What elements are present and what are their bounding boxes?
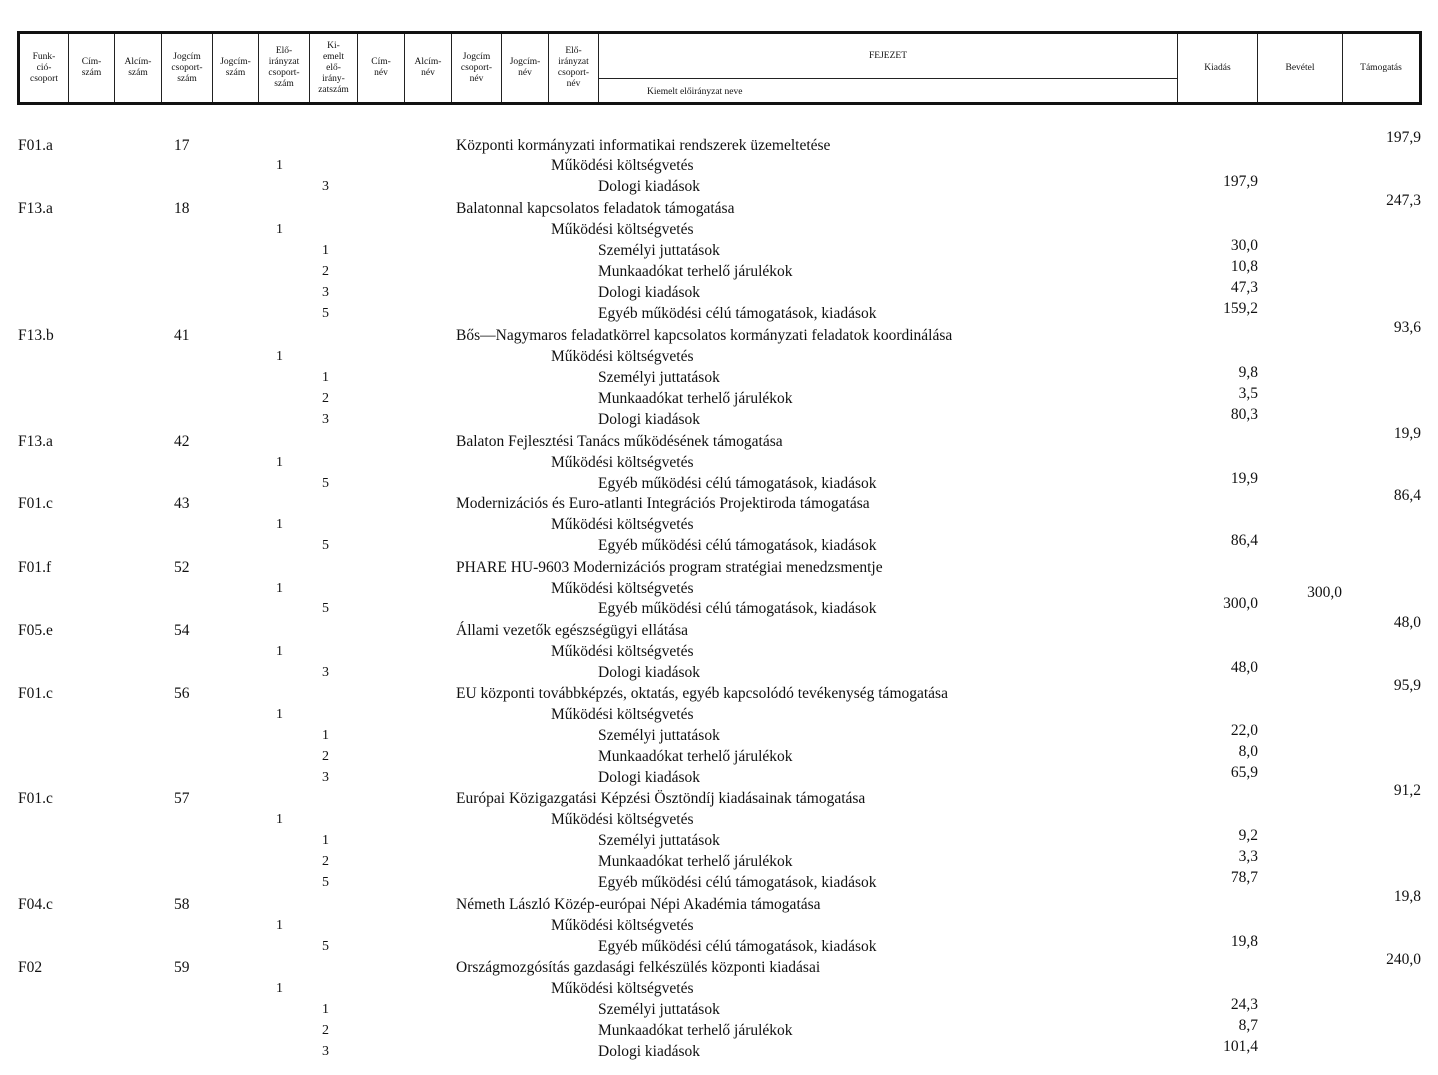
kiemelt-eloiranyzat-number: 5 (322, 601, 329, 616)
tamogatas-value: 91,2 (1393, 782, 1421, 799)
jogcim-csoport-number: 54 (174, 622, 190, 639)
col-funkcio-csoport: Funk- ció- csoport (20, 34, 69, 102)
col-alcim-szam: Alcím- szám (115, 34, 162, 102)
kiemelt-eloiranyzat-number: 3 (322, 665, 329, 680)
kiadas-value: 19,8 (1230, 933, 1258, 950)
table-row (0, 677, 1438, 704)
kiemelt-eloiranyzat-name: Személyi juttatások (598, 727, 720, 744)
col-kiemelt-eloiranyzat-szam: Ki- emelt elő- irány- zatszám (310, 34, 358, 102)
eloiranyzat-csoport-number: 1 (276, 517, 283, 532)
kiemelt-eloiranyzat-name: Egyéb működési célú támogatások, kiadások (598, 475, 877, 492)
kiemelt-eloiranyzat-number: 1 (322, 243, 329, 258)
tamogatas-value: 247,3 (1386, 192, 1421, 209)
kiemelt-eloiranyzat-nev-label: Kiemelt előirányzat neve (647, 87, 743, 97)
table-row (0, 470, 1438, 494)
funkcio-csoport-code: F13.b (18, 327, 54, 344)
jogcim-csoport-name: Balatonnal kapcsolatos feladatok támogatása (456, 200, 735, 217)
tamogatas-value: 86,4 (1393, 487, 1421, 504)
table-row (0, 258, 1438, 282)
kiadas-value: 101,4 (1223, 1038, 1258, 1055)
jogcim-csoport-name: PHARE HU-9603 Modernizációs program stratégiai menedzsmentje (456, 559, 883, 576)
table-row (0, 782, 1438, 809)
col-alcim-nev: Alcím- név (405, 34, 452, 102)
table-row (0, 848, 1438, 872)
funkcio-csoport-code: F05.e (18, 622, 53, 639)
kiadas-value: 47,3 (1230, 279, 1258, 296)
table-row (0, 514, 1438, 535)
table-row (0, 659, 1438, 683)
eloiranyzat-csoport-name: Működési költségvetés (551, 348, 694, 365)
eloiranyzat-csoport-number: 1 (276, 158, 283, 173)
table-row (0, 532, 1438, 556)
kiemelt-eloiranyzat-number: 1 (322, 833, 329, 848)
table-row (0, 933, 1438, 957)
eloiranyzat-csoport-number: 1 (276, 581, 283, 596)
kiemelt-eloiranyzat-name: Egyéb működési célú támogatások, kiadások (598, 537, 877, 554)
eloiranyzat-csoport-name: Működési költségvetés (551, 516, 694, 533)
eloiranyzat-csoport-name: Működési költségvetés (551, 221, 694, 238)
kiemelt-eloiranyzat-name: Munkaadókat terhelő járulékok (598, 748, 793, 765)
kiemelt-eloiranyzat-name: Munkaadókat terhelő járulékok (598, 390, 793, 407)
table-row (0, 743, 1438, 767)
col-jogcim-csoport-nev: Jogcím csoport- név (452, 34, 502, 102)
jogcim-csoport-number: 52 (174, 559, 190, 576)
table-row (0, 425, 1438, 452)
table-row (0, 614, 1438, 641)
kiemelt-eloiranyzat-name: Egyéb működési célú támogatások, kiadások (598, 600, 877, 617)
kiemelt-eloiranyzat-name: Személyi juttatások (598, 369, 720, 386)
kiadas-value: 3,3 (1238, 848, 1258, 865)
table-row (0, 869, 1438, 893)
kiemelt-eloiranyzat-name: Személyi juttatások (598, 1001, 720, 1018)
kiemelt-eloiranyzat-number: 2 (322, 854, 329, 869)
kiemelt-eloiranyzat-name: Egyéb működési célú támogatások, kiadások (598, 938, 877, 955)
tamogatas-value: 48,0 (1393, 614, 1421, 631)
table-row (0, 406, 1438, 430)
kiadas-value: 65,9 (1230, 764, 1258, 781)
jogcim-csoport-name: Modernizációs és Euro-atlanti Integrációs Projektiroda támogatása (456, 495, 870, 512)
kiemelt-eloiranyzat-number: 1 (322, 1002, 329, 1017)
jogcim-csoport-number: 17 (174, 137, 190, 154)
table-row (0, 219, 1438, 240)
kiemelt-eloiranyzat-name: Egyéb működési célú támogatások, kiadások (598, 305, 877, 322)
jogcim-csoport-name: EU központi továbbképzés, oktatás, egyéb kapcsolódó tevékenység támogatása (456, 685, 948, 702)
kiemelt-eloiranyzat-name: Dologi kiadások (598, 284, 701, 301)
jogcim-csoport-name: Németh László Közép-európai Népi Akadémia támogatása (456, 896, 821, 913)
kiemelt-eloiranyzat-name: Egyéb működési célú támogatások, kiadások (598, 874, 877, 891)
kiemelt-eloiranyzat-name: Dologi kiadások (598, 664, 701, 681)
kiadas-value: 86,4 (1230, 532, 1258, 549)
table-row (0, 641, 1438, 662)
jogcim-csoport-number: 59 (174, 959, 190, 976)
kiadas-value: 22,0 (1230, 722, 1258, 739)
jogcim-csoport-number: 41 (174, 327, 190, 344)
table-row (0, 346, 1438, 367)
jogcim-csoport-number: 58 (174, 896, 190, 913)
fejezet-label: FEJEZET (599, 34, 1177, 79)
eloiranyzat-csoport-name: Működési költségvetés (551, 580, 694, 597)
kiemelt-eloiranyzat-number: 2 (322, 749, 329, 764)
kiadas-value: 30,0 (1230, 237, 1258, 254)
funkcio-csoport-code: F01.c (18, 790, 53, 807)
funkcio-csoport-code: F01.f (18, 559, 52, 576)
kiadas-value: 300,0 (1223, 595, 1258, 612)
col-kiadas: Kiadás (1178, 34, 1258, 102)
kiemelt-eloiranyzat-number: 5 (322, 306, 329, 321)
funkcio-csoport-code: F02 (18, 959, 43, 976)
eloiranyzat-csoport-number: 1 (276, 707, 283, 722)
col-eloiranyzat-csoport-szam: Elő- irányzat csoport- szám (259, 34, 310, 102)
table-row (0, 319, 1438, 346)
table-row (0, 192, 1438, 219)
funkcio-csoport-code: F04.c (18, 896, 53, 913)
eloiranyzat-csoport-name: Működési költségvetés (551, 811, 694, 828)
jogcim-csoport-name: Európai Közigazgatási Képzési Ösztöndíj kiadásainak támogatása (456, 790, 866, 807)
eloiranyzat-csoport-name: Működési költségvetés (551, 980, 694, 997)
col-tamogatas: Támogatás (1360, 63, 1402, 73)
eloiranyzat-csoport-number: 1 (276, 222, 283, 237)
jogcim-csoport-number: 42 (174, 433, 190, 450)
kiadas-value: 78,7 (1230, 869, 1258, 886)
table-row (0, 704, 1438, 725)
kiemelt-eloiranyzat-number: 1 (322, 370, 329, 385)
bevetel-value: 300,0 (1307, 584, 1342, 601)
kiadas-value: 19,9 (1230, 470, 1258, 487)
kiemelt-eloiranyzat-number: 2 (322, 391, 329, 406)
kiadas-value: 9,8 (1238, 364, 1258, 381)
kiemelt-eloiranyzat-number: 3 (322, 179, 329, 194)
table-row (0, 951, 1438, 978)
kiadas-value: 8,7 (1238, 1017, 1258, 1034)
col-eloiranyzat-csoport-nev: Elő- irányzat csoport- név (549, 34, 599, 102)
eloiranyzat-csoport-name: Működési költségvetés (551, 454, 694, 471)
kiemelt-eloiranyzat-number: 5 (322, 476, 329, 491)
eloiranyzat-csoport-number: 1 (276, 981, 283, 996)
jogcim-csoport-number: 43 (174, 495, 190, 512)
jogcim-csoport-name: Országmozgósítás gazdasági felkészülés központi kiadásai (456, 959, 821, 976)
kiadas-value: 3,5 (1238, 385, 1258, 402)
table-row (0, 385, 1438, 409)
col-jogcim-nev: Jogcím- név (502, 34, 549, 102)
tamogatas-value: 19,9 (1393, 425, 1421, 442)
tamogatas-value: 93,6 (1393, 319, 1421, 336)
kiemelt-eloiranyzat-name: Dologi kiadások (598, 178, 701, 195)
jogcim-csoport-name: Balaton Fejlesztési Tanács működésének támogatása (456, 433, 783, 450)
eloiranyzat-csoport-name: Működési költségvetés (551, 706, 694, 723)
kiemelt-eloiranyzat-number: 5 (322, 875, 329, 890)
kiadas-value: 80,3 (1230, 406, 1258, 423)
kiemelt-eloiranyzat-name: Munkaadókat terhelő járulékok (598, 1022, 793, 1039)
tamogatas-value: 95,9 (1393, 677, 1421, 694)
eloiranyzat-csoport-name: Működési költségvetés (551, 643, 694, 660)
kiadas-value: 9,2 (1238, 827, 1258, 844)
funkcio-csoport-code: F01.c (18, 495, 53, 512)
table-row (0, 173, 1438, 197)
col-jogcim-csoport-szam: Jogcím csoport- szám (162, 34, 213, 102)
jogcim-csoport-number: 56 (174, 685, 190, 702)
funkcio-csoport-code: F01.c (18, 685, 53, 702)
kiemelt-eloiranyzat-name: Munkaadókat terhelő járulékok (598, 263, 793, 280)
funkcio-csoport-code: F13.a (18, 200, 53, 217)
kiemelt-eloiranyzat-name: Dologi kiadások (598, 411, 701, 428)
kiemelt-eloiranyzat-name: Személyi juttatások (598, 242, 720, 259)
kiadas-value: 24,3 (1230, 996, 1258, 1013)
table-row (0, 888, 1438, 915)
eloiranyzat-csoport-name: Működési költségvetés (551, 157, 694, 174)
table-row (0, 722, 1438, 746)
kiemelt-eloiranyzat-number: 5 (322, 538, 329, 553)
table-row (0, 300, 1438, 324)
table-row (0, 237, 1438, 261)
kiemelt-eloiranyzat-name: Személyi juttatások (598, 832, 720, 849)
jogcim-csoport-name: Állami vezetők egészségügyi ellátása (456, 622, 688, 639)
kiemelt-eloiranyzat-number: 5 (322, 939, 329, 954)
table-row (0, 996, 1438, 1020)
kiemelt-eloiranyzat-name: Munkaadókat terhelő járulékok (598, 853, 793, 870)
table-row (0, 809, 1438, 830)
kiemelt-eloiranyzat-name: Dologi kiadások (598, 769, 701, 786)
jogcim-csoport-number: 18 (174, 200, 190, 217)
funkcio-csoport-code: F01.a (18, 137, 53, 154)
kiemelt-eloiranyzat-name: Dologi kiadások (598, 1043, 701, 1060)
kiemelt-eloiranyzat-number: 3 (322, 1044, 329, 1059)
kiadas-value: 10,8 (1230, 258, 1258, 275)
kiadas-value: 48,0 (1230, 659, 1258, 676)
table-row (0, 129, 1438, 156)
table-row (0, 487, 1438, 514)
tamogatas-value: 197,9 (1386, 129, 1421, 146)
table-row (0, 452, 1438, 473)
jogcim-csoport-name: Bős—Nagymaros feladatkörrel kapcsolatos kormányzati feladatok koordinálása (456, 327, 953, 344)
eloiranyzat-csoport-number: 1 (276, 812, 283, 827)
kiemelt-eloiranyzat-number: 2 (322, 1023, 329, 1038)
jogcim-csoport-name: Központi kormányzati informatikai rendszerek üzemeltetése (456, 137, 831, 154)
table-row (0, 1038, 1438, 1062)
tamogatas-value: 240,0 (1386, 951, 1421, 968)
col-bevetel: Bevétel (1258, 34, 1343, 102)
eloiranyzat-csoport-number: 1 (276, 644, 283, 659)
table-row (0, 764, 1438, 788)
col-jogcim-szam: Jogcím- szám (213, 34, 259, 102)
jogcim-csoport-number: 57 (174, 790, 190, 807)
eloiranyzat-csoport-number: 1 (276, 455, 283, 470)
col-cim-szam: Cím- szám (69, 34, 115, 102)
kiemelt-eloiranyzat-number: 3 (322, 412, 329, 427)
eloiranyzat-csoport-name: Működési költségvetés (551, 917, 694, 934)
kiadas-value: 197,9 (1223, 173, 1258, 190)
table-row (0, 915, 1438, 936)
table-row (0, 557, 1438, 578)
table-row (0, 827, 1438, 851)
kiemelt-eloiranyzat-number: 3 (322, 285, 329, 300)
kiadas-value: 159,2 (1223, 300, 1258, 317)
eloiranyzat-csoport-number: 1 (276, 349, 283, 364)
kiadas-value: 8,0 (1238, 743, 1258, 760)
table-row (0, 364, 1438, 388)
table-row (0, 595, 1438, 619)
table-row (0, 978, 1438, 999)
col-cim-nev: Cím- név (358, 34, 405, 102)
kiemelt-eloiranyzat-number: 3 (322, 770, 329, 785)
funkcio-csoport-code: F13.a (18, 433, 53, 450)
kiemelt-eloiranyzat-number: 2 (322, 264, 329, 279)
kiemelt-eloiranyzat-number: 1 (322, 728, 329, 743)
eloiranyzat-csoport-number: 1 (276, 918, 283, 933)
tamogatas-value: 19,8 (1393, 888, 1421, 905)
